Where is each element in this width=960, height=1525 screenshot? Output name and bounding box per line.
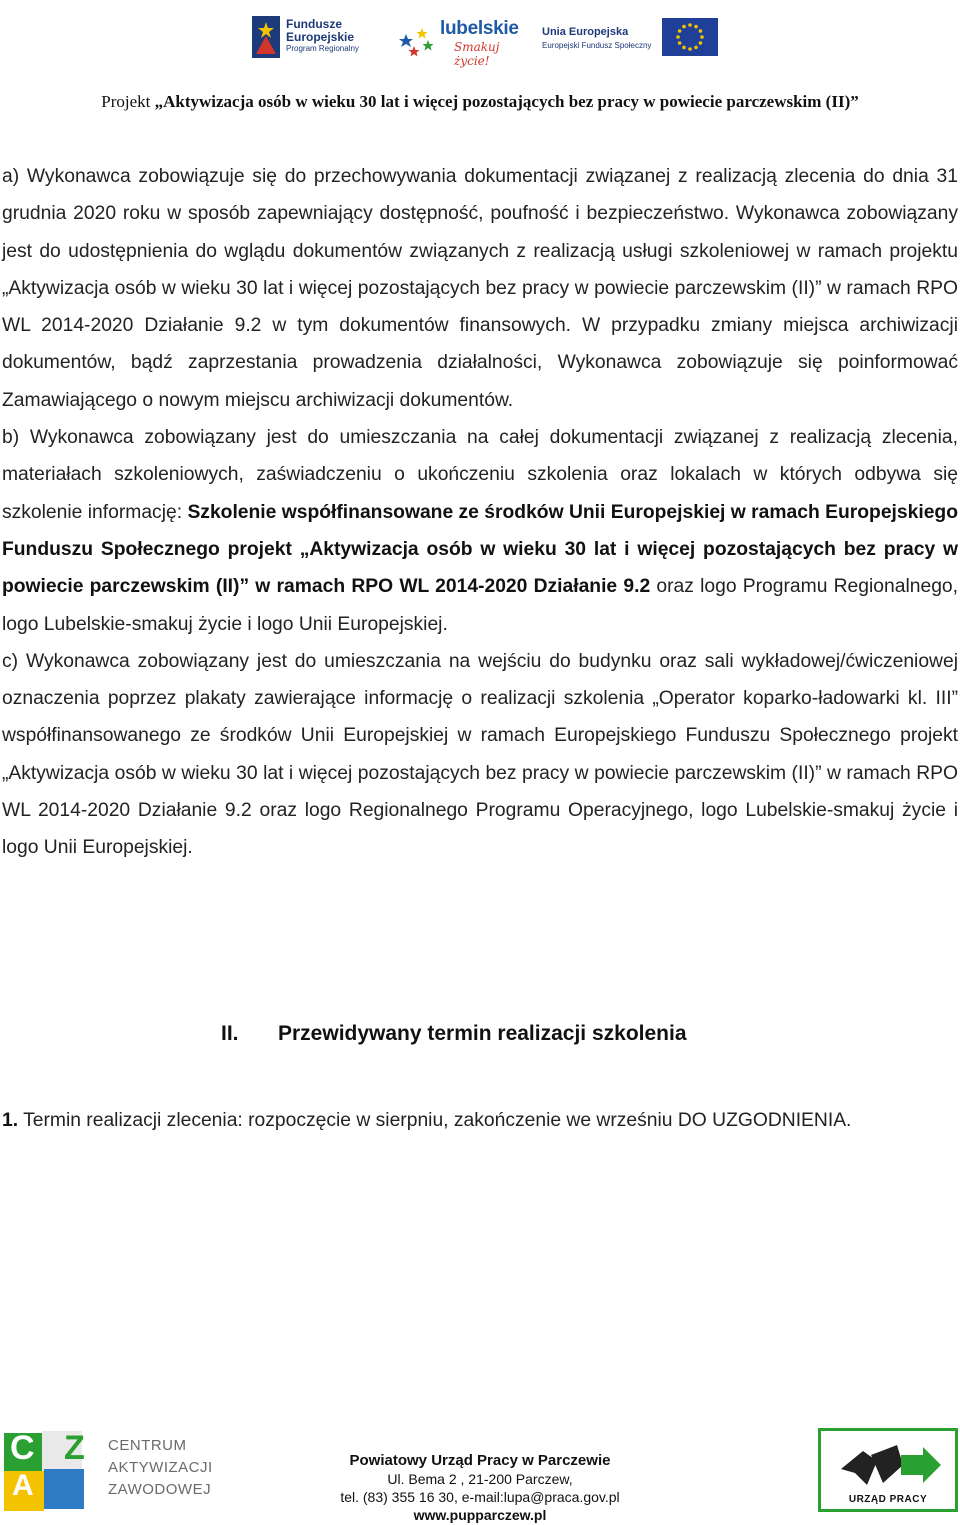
section-title: Przewidywany termin realizacji szkolenia <box>278 1022 687 1045</box>
paragraph-b <box>2 419 958 643</box>
unia-europejska-logo <box>542 10 718 70</box>
document-body <box>2 158 958 867</box>
urzad-pracy-logo <box>818 1428 958 1512</box>
caz-letter-a: A <box>12 1469 34 1502</box>
caz-logo-line1: CENTRUM <box>108 1437 187 1454</box>
ue-logo-sub: Europejski Fundusz Społeczny <box>542 41 652 50</box>
term-number: 1. <box>2 1110 19 1131</box>
term-paragraph <box>2 1102 958 1139</box>
lubelskie-logo-title: lubelskie <box>440 18 519 39</box>
eu-flag-icon <box>662 18 718 56</box>
section-number: II. <box>221 1022 239 1045</box>
caz-letter-c: C <box>10 1429 35 1467</box>
term-text: Termin realizacji zlecenia: rozpoczęcie w sierpniu, zakończenie we wrześniu DO UZGODNIENIA. <box>18 1110 852 1131</box>
paragraph-a: a) Wykonawca zobowiązuje się do przechowywania dokumentacji związanej z realizacją zlecenia do dnia 31 grudnia 2020 roku w sposób zapewniający dostępność, poufność i bezpieczeństwo. Wykonawca zobowiązany jest do udostępnienia do wglądu dokumentów związanych z realizacją usługi szkoleniowej w ramach projektu „Aktywizacja osób w wieku 30 lat i więcej pozostających bez pracy w powiecie parczewskim (II)” w ramach RPO WL 2014-2020 Działanie 9.2 w tym dokumentów finansowych. W przypadku zmiany miejsca archiwizacji dokumentów, bądź zaprzestania prowadzenia działalności, Wykonawca zobowiązuje się poinformować Zamawiającego o nowym miejscu archiwizacji dokumentów. <box>2 166 958 411</box>
paragraph-b-ending: oraz logo Programu Regionalnego, logo Lubelskie-smakuj życie i logo Unii Europejskiej. <box>2 576 958 635</box>
project-title-name: „Aktywizacja osób w wieku 30 lat i więcej pozostających bez pracy w powiecie parczewskim (II)” <box>154 92 859 111</box>
lubelskie-stars-icon <box>398 24 438 58</box>
ue-logo-text <box>542 26 651 52</box>
caz-letter-z: Z <box>64 1429 85 1467</box>
fe-logo-sub: Program Regionalny <box>286 44 359 53</box>
fe-logo-text <box>286 18 359 54</box>
paragraph-c: c) Wykonawca zobowiązany jest do umieszczania na wejściu do budynku oraz sali wykładowej/ćwiczeniowej oznaczenia poprzez plakaty zawierające informację o realizacji szkolenia „Operator koparko-ładowarki kl. III” współfinansowanego ze środków Unii Europejskiej w ramach Europejskiego Funduszu Społecznego projekt „Aktywizacja osób w wieku 30 lat i więcej pozostających bez pracy w powiecie parczewskim (II)” w ramach RPO WL 2014-2020 Działanie 9.2 oraz logo Regionalnego Programu Operacyjnego, logo Lubelskie-smakuj życie i logo Unii Europejskiej. <box>2 650 958 859</box>
lubelskie-logo-slogan: Smakuj życie! <box>454 40 500 68</box>
caz-logo-line3: ZAWODOWEJ <box>108 1481 212 1498</box>
footer-address: Ul. Bema 2 , 21-200 Parczew, <box>387 1471 573 1487</box>
project-title <box>0 92 960 112</box>
footer-office-name: Powiatowy Urząd Pracy w Parczewie <box>349 1452 611 1469</box>
fe-logo-line2: Europejskie <box>286 30 355 44</box>
paragraph-b-intro: b) Wykonawca zobowiązany jest do umieszczania na całej dokumentacji związanej z realizacją zlecenia, materiałach szkoleniowych, zaświadczeniu o ukończeniu szkolenia oraz lokalach w których odbywa się szkolenie informację: <box>2 427 958 523</box>
footer-website-link[interactable]: www.pupparczew.pl <box>413 1507 547 1523</box>
caz-blue-square <box>44 1469 84 1509</box>
caz-logo-line2: AKTYWIZACJI <box>108 1459 213 1476</box>
lubelskie-logo <box>398 10 519 70</box>
footer-contact <box>300 1452 660 1524</box>
centrum-aktywizacji-zawodowej-logo <box>2 1425 224 1511</box>
paragraph-b-required-info: Szkolenie współfinansowane ze środków Unii Europejskiej w ramach Europejskiego Funduszu Społecznego projekt „Aktywizacja osób w wieku 30 lat i więcej pozostających bez pracy w powiecie parczewskim (II)” w ramach RPO WL 2014-2020 Działanie 9.2 <box>2 501 958 598</box>
urzad-pracy-logo-label: URZĄD PRACY <box>848 1494 928 1505</box>
ue-logo-line1: Unia Europejska <box>542 26 629 38</box>
header-logos <box>0 10 960 70</box>
urzad-pracy-arrows-icon <box>837 1439 943 1491</box>
fe-logo-line1: Fundusze <box>286 17 342 31</box>
project-title-prefix: Projekt <box>101 92 155 111</box>
caz-logo-text <box>108 1435 213 1501</box>
footer-phone-email[interactable]: tel. (83) 355 16 30, e-mail:lupa@praca.gov.pl <box>340 1489 620 1505</box>
fundusze-europejskie-logo <box>252 10 370 70</box>
fe-star-mark-icon <box>252 14 282 60</box>
